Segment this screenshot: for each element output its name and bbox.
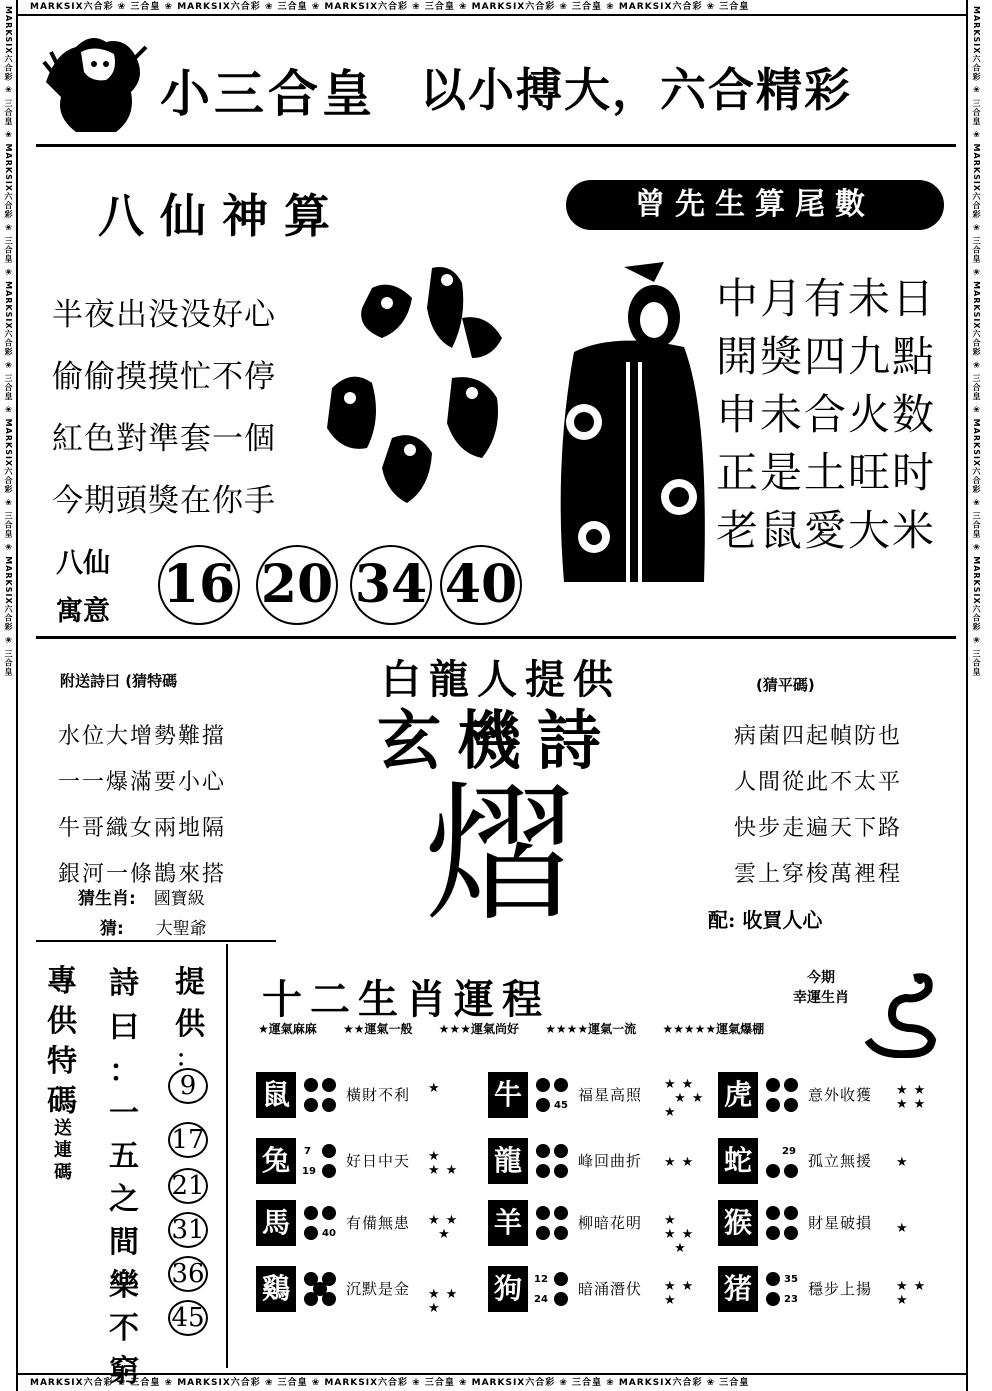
- zodiac-animal: 狗: [488, 1266, 528, 1312]
- zeng-poem-line: 老鼠愛大米: [716, 506, 937, 555]
- zodiac-animal: 兔: [256, 1138, 296, 1184]
- yuyi-label: [56, 540, 152, 636]
- left-riddle-line: 牛哥織女兩地隔: [58, 816, 227, 841]
- legend-item: ★★運氣一般: [342, 1022, 413, 1036]
- fortune-stars: ★★ ★★: [896, 1083, 932, 1112]
- zodiac-animal: 牛: [488, 1072, 528, 1118]
- zodiac-fortune: 柳暗花明: [578, 1214, 643, 1232]
- zodiac-dots: [534, 1142, 574, 1182]
- zodiac-number: 45: [554, 1100, 568, 1111]
- legend-item: ★★★運氣尚好: [438, 1022, 519, 1036]
- special-poem-char: 窮: [109, 1354, 139, 1389]
- legend-item: ★運氣麻麻: [258, 1022, 317, 1036]
- baxian-poem-line: 偷偷摸摸忙不停: [52, 359, 276, 395]
- zeng-poem-line: 開獎四九點: [716, 332, 937, 381]
- zodiac-animal: 羊: [488, 1200, 528, 1246]
- zodiac-fortune: 穩步上揚: [808, 1280, 873, 1298]
- zeng-title: 曾先生算尾數: [566, 180, 944, 230]
- special-poem-char: 樂: [109, 1268, 139, 1303]
- poem-heading-char: 詩: [109, 966, 139, 1001]
- pei-label: 配:: [708, 908, 736, 932]
- zodiac-fortune: 沉默是金: [346, 1280, 411, 1298]
- left-border-strip: [0, 0, 18, 1391]
- special-number: 9: [168, 1068, 208, 1104]
- poem-heading-char: ：: [109, 1054, 139, 1089]
- eight-immortals-illustration: [312, 258, 532, 528]
- special-number: 36: [168, 1256, 208, 1292]
- legend-item: ★★★★★運氣爆棚: [662, 1022, 765, 1036]
- guess-zodiac-label: 猜生肖:: [78, 889, 136, 909]
- zodiac-dots: [302, 1270, 342, 1310]
- baxian-title: 八仙神算: [98, 189, 346, 243]
- fortune-stars: ★★ ★: [428, 1213, 464, 1242]
- yuyi-number: 16: [158, 545, 240, 625]
- zeng-poem-line: 正是土旺时: [716, 448, 937, 497]
- zodiac-dots: [534, 1204, 574, 1244]
- zodiac-dots: [534, 1270, 574, 1310]
- zodiac-fortune: 好日中天: [346, 1152, 411, 1170]
- riddle-character: 熠: [424, 768, 575, 942]
- zodiac-fortune: 有備無患: [346, 1214, 411, 1232]
- fortune-stars: ★: [428, 1081, 446, 1096]
- right-riddle-line: 快步走遍天下路: [734, 816, 903, 841]
- provide-heading: [168, 962, 212, 1046]
- zodiac-animal: 猴: [718, 1200, 758, 1246]
- bonus-code-char: 碼: [54, 1162, 72, 1183]
- provide-heading-char: 供: [175, 1007, 205, 1042]
- poem-heading: [104, 962, 144, 1094]
- right-section-label: (猜平碼): [756, 676, 815, 694]
- zodiac-dots: [764, 1142, 804, 1182]
- zodiac-dots: [534, 1076, 574, 1116]
- zodiac-fortune: 峰回曲折: [578, 1152, 643, 1170]
- bonus-code-char: 送: [54, 1118, 72, 1139]
- guess-zodiac-value: 國寶級: [153, 889, 205, 909]
- fortune-stars: ★ ★★: [428, 1149, 464, 1178]
- special-poem-char: 不: [109, 1311, 139, 1346]
- special-poem-char: 之: [109, 1182, 139, 1217]
- zodiac-dots: [764, 1270, 804, 1310]
- special-poem-char: 一: [109, 1096, 139, 1131]
- guess-row: [100, 914, 207, 939]
- left-riddle-line: 銀河一條鵲來搭: [58, 862, 227, 887]
- left-riddle-line: 水位大增勢難擋: [58, 724, 227, 749]
- baxian-poem-line: 紅色對準套一個: [52, 421, 276, 457]
- yuyi-number: 20: [256, 545, 338, 625]
- yuyi-label-line2: 寓意: [56, 596, 110, 627]
- zodiac-divider: [226, 944, 228, 1368]
- zodiac-number: 12: [534, 1274, 548, 1285]
- zodiac-title: 十二生肖運程: [262, 977, 550, 1023]
- zodiac-animal: 龍: [488, 1138, 528, 1184]
- left-riddle-line: 一一爆滿要小心: [58, 770, 227, 795]
- border-text-top: MARKSIX六合彩 ❀ 三合皇 ❀ MARKSIX六合彩 ❀ 三合皇 ❀ MARKSIX六合彩 ❀ 三合皇 ❀ MARKSIX六合彩 ❀ 三合皇 ❀ MARKSIX六合彩 ❀ 三合皇: [30, 2, 750, 12]
- header-divider: [36, 144, 956, 147]
- fortune-stars: ★: [896, 1155, 914, 1170]
- snake-icon: [862, 970, 942, 1058]
- provide-colon: ：: [176, 1046, 199, 1072]
- special-code-char: 特: [47, 1044, 77, 1079]
- yuyi-number: 34: [350, 545, 432, 625]
- zeng-poem-line: 中月有未日: [716, 274, 937, 323]
- poem-heading-char: 曰: [109, 1010, 139, 1045]
- left-riddle-poem: [58, 714, 298, 898]
- zodiac-fortune: 孤立無援: [808, 1152, 873, 1170]
- zodiac-number: 19: [302, 1166, 316, 1177]
- special-number: 17: [168, 1122, 208, 1158]
- right-riddle-poem: [734, 714, 954, 898]
- bonus-code-char: 連: [54, 1140, 72, 1161]
- zodiac-number: 29: [782, 1146, 796, 1157]
- zodiac-dots: [302, 1076, 342, 1116]
- border-text-left: MARKSIX六合彩 ❀ 三合皇 ❀ MARKSIX六合彩 ❀ 三合皇 ❀ MARKSIX六合彩 ❀ 三合皇 ❀ MARKSIX六合彩 ❀ 三合皇 ❀ MARKSIX六合彩 ❀ 三合皇: [4, 6, 13, 677]
- fortune-stars: ★: [896, 1221, 914, 1236]
- zodiac-number: 23: [784, 1294, 798, 1305]
- baxian-poem: [52, 284, 312, 532]
- zeng-poem: [716, 270, 960, 560]
- zodiac-dots: [764, 1076, 804, 1116]
- xuanji-title: 玄機詩: [377, 705, 617, 779]
- zodiac-dots: [764, 1204, 804, 1244]
- special-poem-char: 間: [109, 1225, 139, 1260]
- guess-zodiac-row: [78, 884, 205, 909]
- special-poem: [104, 1092, 144, 1391]
- baxian-poem-line: 半夜出没没好心: [52, 297, 276, 333]
- zodiac-dots: [302, 1204, 342, 1244]
- fortune-stars: ★ ★★ ★: [664, 1213, 700, 1256]
- section-divider: [36, 636, 956, 639]
- special-number: 45: [168, 1300, 208, 1336]
- zodiac-fortune: 財星破損: [808, 1214, 873, 1232]
- pei-row: [708, 904, 822, 933]
- header-slogan: 以小搏大，六合精彩: [420, 63, 852, 117]
- special-code-char: 碼: [47, 1084, 77, 1119]
- right-riddle-line: 雲上穿梭萬裡程: [734, 862, 903, 887]
- fortune-stars: ★★ ★: [664, 1279, 700, 1308]
- fortune-stars: ★★ ★: [428, 1287, 464, 1316]
- zodiac-number: 7: [304, 1146, 311, 1157]
- zodiac-number: 35: [784, 1274, 798, 1285]
- zodiac-animal: 鷄: [256, 1266, 296, 1312]
- pei-value: 收買人心: [742, 908, 823, 932]
- bottom-left-divider: [36, 940, 276, 942]
- fortune-stars: ★★ ★: [896, 1279, 932, 1308]
- fortune-stars: ★★ ★★ ★: [664, 1077, 710, 1120]
- yuyi-label-line1: 八仙: [56, 548, 110, 579]
- zodiac-animal: 猪: [718, 1266, 758, 1312]
- special-code-heading: [42, 962, 82, 1122]
- top-border-strip: [0, 0, 992, 16]
- legend-item: ★★★★運氣一流: [545, 1022, 637, 1036]
- zodiac-animal: 鼠: [256, 1072, 296, 1118]
- right-border-strip: [966, 0, 992, 1391]
- lucky-label-line2: 幸運生肖: [793, 990, 849, 1006]
- zodiac-cell-rat: [256, 1072, 480, 1124]
- special-code-char: 專: [47, 964, 77, 999]
- official-figure-illustration: [554, 262, 712, 587]
- special-code-char: 供: [47, 1004, 77, 1039]
- fortune-legend: [258, 1020, 786, 1037]
- special-number: 31: [168, 1212, 208, 1248]
- border-text-right: MARKSIX六合彩 ❀ 三合皇 ❀ MARKSIX六合彩 ❀ 三合皇 ❀ MARKSIX六合彩 ❀ 三合皇 ❀ MARKSIX六合彩 ❀ 三合皇 ❀ MARKSIX六合彩 ❀ 三合皇: [972, 6, 981, 677]
- left-section-label: 附送詩曰 (猜特碼: [60, 672, 178, 690]
- zodiac-fortune: 意外收獲: [808, 1086, 873, 1104]
- fortune-stars: ★★: [664, 1155, 700, 1170]
- special-number: 21: [168, 1168, 208, 1204]
- zodiac-dots: [302, 1142, 342, 1182]
- bonus-code-note: [46, 1118, 80, 1184]
- zodiac-animal: 馬: [256, 1200, 296, 1246]
- zodiac-fortune: 橫財不利: [346, 1086, 411, 1104]
- provider-title: 白龍人提供: [381, 657, 621, 703]
- yuyi-number: 40: [440, 545, 522, 625]
- guess-label: 猜:: [100, 919, 124, 939]
- brand-title: 小三合皇: [160, 65, 376, 123]
- baxian-poem-line: 今期頭獎在你手: [52, 483, 276, 519]
- provide-heading-char: 提: [175, 965, 205, 1000]
- right-riddle-line: 人間從此不太平: [734, 770, 903, 795]
- guess-value: 大聖爺: [155, 919, 207, 939]
- special-poem-char: 五: [109, 1139, 139, 1174]
- lucky-label-line1: 今期: [807, 970, 835, 986]
- mascot-illustration: [36, 22, 156, 137]
- zodiac-animal: 蛇: [718, 1138, 758, 1184]
- zodiac-fortune: 福星高照: [578, 1086, 643, 1104]
- bottom-border-strip: [0, 1373, 992, 1391]
- border-text-bottom: MARKSIX六合彩 ❀ 三合皇 ❀ MARKSIX六合彩 ❀ 三合皇 ❀ MARKSIX六合彩 ❀ 三合皇 ❀ MARKSIX六合彩 ❀ 三合皇 ❀ MARKSIX六合彩 ❀ 三合皇: [30, 1378, 750, 1388]
- right-riddle-line: 病菌四起幀防也: [734, 724, 903, 749]
- lucky-zodiac-label: [786, 968, 856, 1008]
- zodiac-number: 40: [322, 1228, 336, 1239]
- zodiac-fortune: 暗涌潛伏: [578, 1280, 643, 1298]
- zodiac-number: 24: [534, 1294, 548, 1305]
- zeng-poem-line: 申未合火数: [716, 390, 937, 439]
- zodiac-animal: 虎: [718, 1072, 758, 1118]
